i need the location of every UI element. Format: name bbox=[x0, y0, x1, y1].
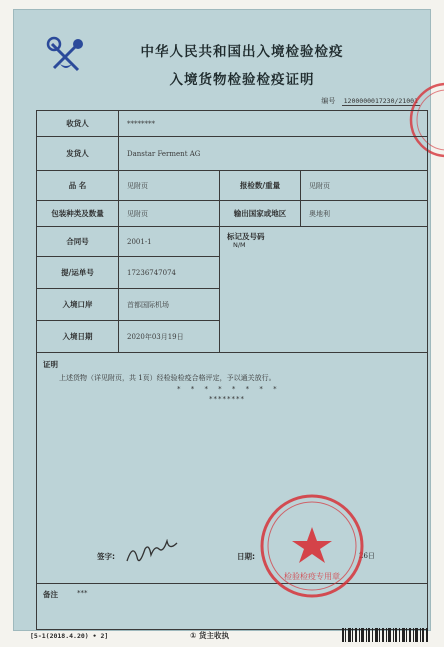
serial-label: 编号 bbox=[321, 97, 336, 105]
row-entry-port bbox=[37, 289, 427, 321]
value-marks: N/M bbox=[233, 241, 246, 249]
row-product bbox=[37, 171, 427, 201]
label-product: 品 名 bbox=[37, 171, 119, 200]
date-label: 日期: bbox=[237, 552, 255, 561]
label-packing: 包装种类及数量 bbox=[37, 201, 119, 226]
value-consignor: Danstar Ferment AG bbox=[127, 149, 201, 158]
value-contract-no: 2001-1 bbox=[119, 227, 219, 257]
row-consignor bbox=[37, 137, 427, 171]
label-entry-date: 入境日期 bbox=[37, 321, 119, 352]
copy-label: ① 货主收执 bbox=[190, 631, 229, 640]
certificate-sheet bbox=[14, 10, 430, 630]
value-entry-port: 首都国际机场 bbox=[119, 289, 219, 321]
date-day: 26日 bbox=[359, 552, 375, 560]
value-consignee: ******** bbox=[127, 119, 155, 128]
form-table bbox=[36, 110, 428, 630]
label-consignee: 收货人 bbox=[37, 111, 119, 136]
stamp-text: 检验检疫专用章 bbox=[284, 572, 340, 581]
handwritten-signature bbox=[123, 539, 183, 569]
inspection-stamp bbox=[257, 491, 367, 601]
label-declared-qty: 报检数/重量 bbox=[219, 171, 301, 200]
value-product: 见附页 bbox=[127, 181, 148, 190]
remark-value: *** bbox=[77, 589, 88, 597]
certificate-stars-2: ******** bbox=[209, 395, 245, 403]
value-bill-no: 17236747074 bbox=[119, 257, 219, 289]
certificate-label: 证明 bbox=[43, 360, 58, 369]
label-origin: 输出国家或地区 bbox=[219, 201, 301, 226]
value-packing: 见附页 bbox=[127, 209, 148, 218]
row-packing bbox=[37, 201, 427, 227]
form-code: [5-1(2018.4.20) • 2] bbox=[30, 632, 109, 640]
row-consignee bbox=[37, 111, 427, 137]
label-consignor: 发货人 bbox=[37, 137, 119, 170]
signature-label: 签字: bbox=[97, 552, 115, 561]
value-origin: 奥地利 bbox=[309, 209, 330, 218]
value-entry-date: 2020年03月19日 bbox=[127, 332, 184, 341]
label-contract-no: 合同号 bbox=[37, 227, 119, 257]
row-bill bbox=[37, 257, 427, 289]
label-entry-port: 入境口岸 bbox=[37, 289, 119, 321]
certificate-text: 上述货物（详见附页，共 1页）经检验检疫合格评定，予以通关放行。 bbox=[59, 374, 276, 382]
row-entry-date bbox=[37, 321, 427, 353]
label-bill-no: 提/运单号 bbox=[37, 257, 119, 289]
document-title-line1: 中华人民共和国出入境检验检疫 bbox=[140, 44, 344, 60]
serial-value: 1200000017230/21001 bbox=[343, 97, 418, 105]
certificate-stars-1: * * * * * * * * bbox=[177, 385, 281, 393]
label-marks: 标记及号码 bbox=[227, 232, 265, 241]
remark-label: 备注 bbox=[43, 590, 58, 599]
remark-divider bbox=[37, 583, 427, 584]
marks-divider bbox=[219, 227, 220, 353]
barcode bbox=[342, 628, 428, 642]
document-title-line2: 入境货物检验检疫证明 bbox=[169, 72, 315, 88]
value-declared-qty: 见附页 bbox=[309, 181, 330, 190]
